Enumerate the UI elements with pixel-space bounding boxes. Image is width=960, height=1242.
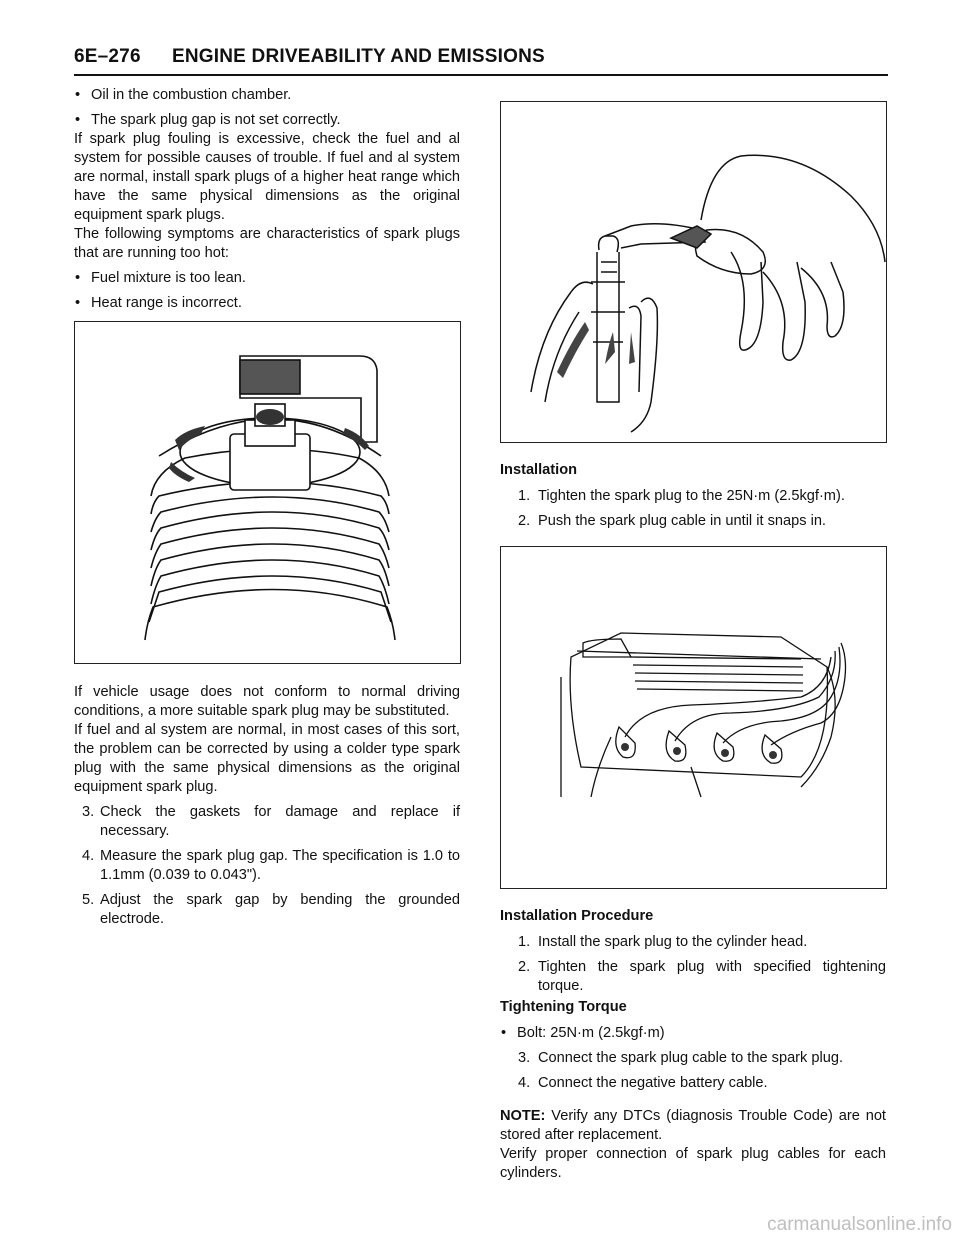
installation-section: [500, 461, 886, 531]
step-item: [500, 958, 886, 996]
note-text: Verify any DTCs (diagnosis Trouble Code) are not stored after replacement.: [500, 1108, 886, 1143]
step-number: 3.: [82, 804, 95, 820]
step-item: [500, 487, 886, 506]
hand-gauge-illustration: [501, 102, 886, 442]
hand-gauge-figure: [500, 101, 887, 443]
step-number: 2.: [518, 959, 531, 975]
step-item: [500, 933, 886, 952]
spark-plug-gauge-figure: [74, 321, 461, 664]
step-item: [500, 512, 886, 531]
tightening-torque-heading: Tightening Torque: [500, 999, 627, 1015]
page-number: 6E–276: [74, 46, 141, 67]
paragraph: If fuel and al system are normal, in most cases of this sort, the problem can be corrected by using a colder type spark plug with the same physical dimensions as the original equipment spark plug.: [74, 722, 460, 795]
note-label: NOTE:: [500, 1108, 546, 1124]
step-text: Push the spark plug cable in until it snaps in.: [538, 513, 826, 529]
engine-cables-figure: [500, 546, 887, 889]
list-item: • Oil in the combustion chamber.: [74, 86, 460, 105]
step-item: [500, 1074, 886, 1093]
step-number: 1.: [518, 488, 531, 504]
step-item: [74, 847, 460, 885]
watermark: carmanualsonline.info: [767, 1214, 952, 1235]
step-number: 4.: [518, 1075, 531, 1091]
list-item: • The spark plug gap is not set correctly.: [74, 111, 460, 130]
step-text: Check the gaskets for damage and replace if necessary.: [100, 804, 460, 839]
paragraph: If vehicle usage does not conform to normal driving conditions, a more suitable spark plug may be substituted.: [74, 684, 460, 719]
step-item: [500, 1049, 886, 1068]
installation-heading: Installation: [500, 462, 578, 478]
list-item: • Heat range is incorrect.: [74, 294, 460, 313]
left-column-top: [74, 86, 460, 313]
step-text: Adjust the spark gap by bending the grounded electrode.: [100, 892, 460, 927]
step-number: 1.: [518, 934, 531, 950]
note-paragraph: [500, 1107, 886, 1145]
installation-procedure-section: [500, 907, 886, 1183]
step-text: Tighten the spark plug to the 25N·m (2.5kgf·m).: [538, 488, 845, 504]
step-text: Install the spark plug to the cylinder head.: [538, 934, 808, 950]
paragraph: Verify proper connection of spark plug cables for each cylinders.: [500, 1146, 886, 1181]
page-header: [74, 44, 888, 76]
step-text: Tighten the spark plug with specified tightening torque.: [538, 959, 886, 994]
step-text: Connect the spark plug cable to the spark plug.: [538, 1050, 844, 1066]
step-number: 2.: [518, 513, 531, 529]
step-number: 3.: [518, 1050, 531, 1066]
paragraph: The following symptoms are characteristics of spark plugs that are running too hot:: [74, 226, 460, 261]
spark-plug-illustration: [75, 322, 460, 663]
installation-procedure-heading: Installation Procedure: [500, 908, 654, 924]
step-item: [74, 803, 460, 841]
paragraph: If spark plug fouling is excessive, check the fuel and al system for possible causes of trouble. If fuel and al system are normal, install spark plugs of a higher heat range which have the same physical dimensions as the original equipment spark plugs.: [74, 131, 460, 223]
step-text: Measure the spark plug gap. The specification is 1.0 to 1.1mm (0.039 to 0.043").: [100, 848, 460, 883]
step-item: [74, 891, 460, 929]
step-number: 5.: [82, 892, 95, 908]
step-number: 4.: [82, 848, 95, 864]
engine-cables-illustration: [501, 547, 886, 888]
torque-spec: • Bolt: 25N·m (2.5kgf·m): [500, 1024, 886, 1043]
step-text: Connect the negative battery cable.: [538, 1075, 768, 1091]
list-item: • Fuel mixture is too lean.: [74, 269, 460, 288]
left-column-bottom: [74, 683, 460, 929]
page-title: ENGINE DRIVEABILITY AND EMISSIONS: [172, 46, 545, 67]
